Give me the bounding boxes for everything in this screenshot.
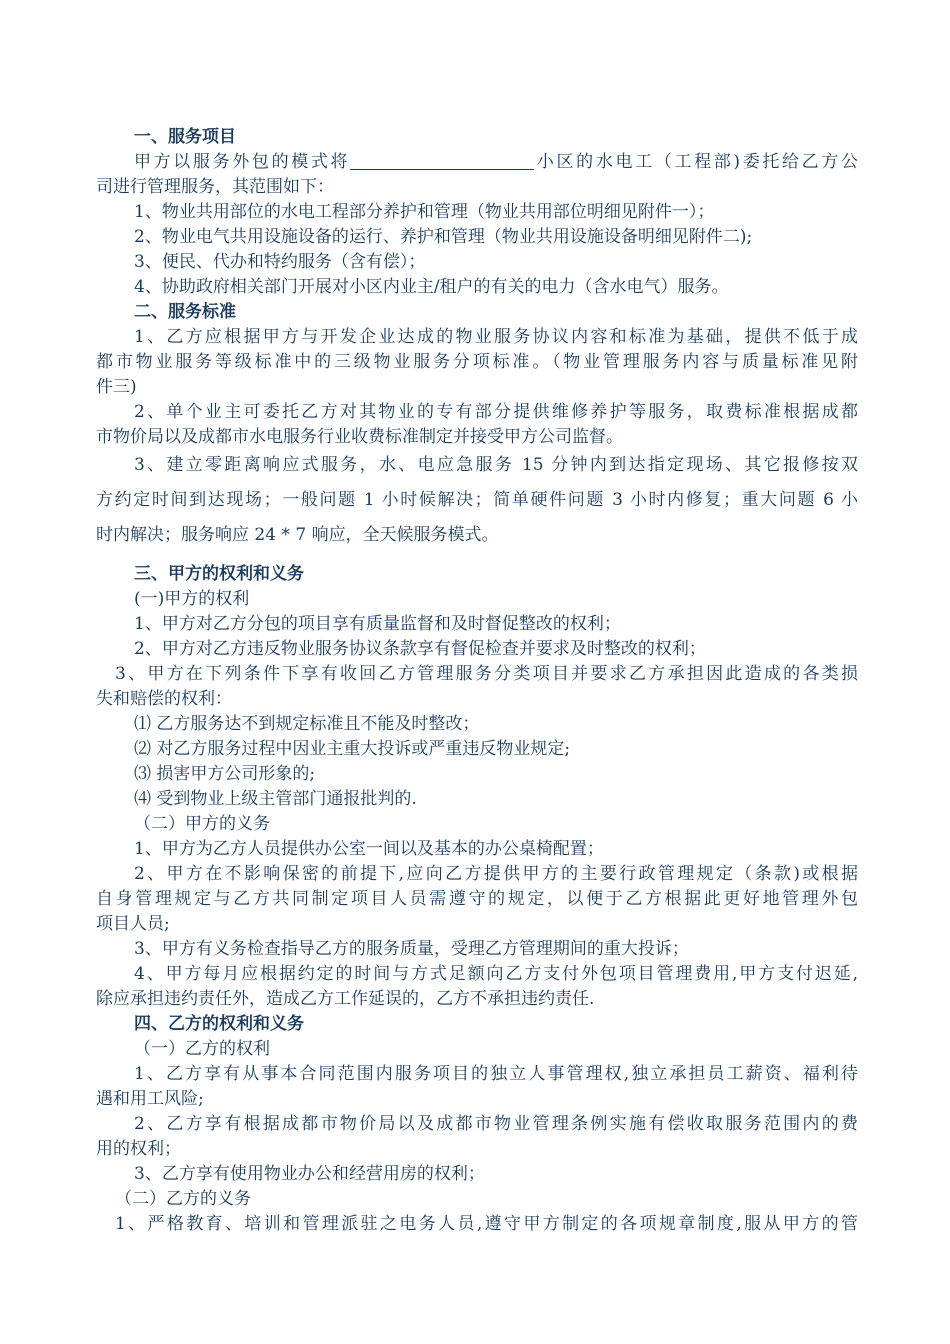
section-1-intro-cont: 司进行管理服务，其范围如下： bbox=[96, 177, 334, 197]
standard-3-line-3: 时内解决；服务响应 24 * 7 响应，全天候服务模式。 bbox=[96, 525, 499, 545]
party-a-duty-4-line-1: 4、甲方每月应根据约定的时间与方式足额向乙方支付外包项目管理费用,甲方支付迟延, bbox=[134, 964, 858, 984]
standard-2-line-2: 市物价局以及成都市水电服务行业收费标准制定并接受甲方公司监督。 bbox=[96, 427, 623, 447]
section-1-heading: 一、服务项目 bbox=[134, 127, 236, 147]
party-a-duty-4-line-2: 除应承担违约责任外，造成乙方工作延误的，乙方不承担违约责任. bbox=[96, 989, 595, 1009]
community-name-blank bbox=[350, 151, 534, 170]
intro-text-after: 小区的水电工（工程部)委托给乙方公 bbox=[534, 152, 858, 172]
standard-1-line-1: 1、乙方应根据甲方与开发企业达成的物业服务协议内容和标准为基础，提供不低于成 bbox=[134, 327, 858, 347]
section-3-heading: 三、甲方的权利和义务 bbox=[134, 564, 304, 584]
condition-2: ⑵ 对乙方服务过程中因业主重大投诉或严重违反物业规定; bbox=[134, 739, 571, 759]
condition-1: ⑴ 乙方服务达不到规定标准且不能及时整改； bbox=[134, 714, 480, 734]
party-b-duties-subheading: （二）乙方的义务 bbox=[115, 1189, 251, 1209]
standard-3-line-2: 方约定时间到达现场；一般问题 1 小时候解决；简单硬件问题 3 小时内修复；重大问题 6 小 bbox=[96, 490, 858, 510]
section-4-heading: 四、乙方的权利和义务 bbox=[134, 1014, 304, 1034]
service-item-4: 4、协助政府相关部门开展对小区内业主/租户的有关的电力（含水电气）服务。 bbox=[134, 277, 729, 297]
service-item-1: 1、物业共用部位的水电工程部分养护和管理（物业共用部位明细见附件一）； bbox=[134, 202, 715, 222]
party-a-duty-1: 1、甲方为乙方人员提供办公室一间以及基本的办公桌椅配置； bbox=[134, 839, 604, 859]
party-b-right-3: 3、乙方享有使用物业办公和经营用房的权利； bbox=[134, 1164, 485, 1184]
service-item-3: 3、便民、代办和特约服务（含有偿）； bbox=[134, 252, 426, 272]
service-item-2: 2、物业电气共用设施设备的运行、养护和管理（物业共用设施设备明细见附件二); bbox=[134, 227, 753, 247]
party-a-duties-subheading: （二）甲方的义务 bbox=[134, 814, 270, 834]
condition-4: ⑷ 受到物业上级主管部门通报批判的. bbox=[134, 789, 417, 809]
party-a-rights-subheading: (一)甲方的权利 bbox=[134, 589, 250, 609]
party-b-right-2-line-1: 2、乙方享有根据成都市物价局以及成都市物业管理条例实施有偿收取服务范围内的费 bbox=[134, 1114, 858, 1134]
standard-1-line-2: 都市物业服务等级标准中的三级物业服务分项标准。（物业管理服务内容与质量标准见附 bbox=[96, 352, 858, 372]
condition-3: ⑶ 损害甲方公司形象的; bbox=[134, 764, 316, 784]
party-a-duty-2-line-3: 项目人员; bbox=[96, 914, 170, 934]
standard-3-line-1: 3、建立零距离响应式服务，水、电应急服务 15 分钟内到达指定现场、其它报修按双 bbox=[134, 455, 858, 475]
party-a-right-3-line-1: 3、甲方在下列条件下享有收回乙方管理服务分类项目并要求乙方承担因此造成的各类损 bbox=[115, 664, 858, 684]
party-a-duty-3: 3、甲方有义务检查指导乙方的服务质量，受理乙方管理期间的重大投诉； bbox=[134, 939, 689, 959]
party-a-duty-2-line-1: 2、甲方在不影响保密的前提下,应向乙方提供甲方的主要行政管理规定（条款)或根据 bbox=[134, 864, 858, 884]
party-a-duty-2-line-2: 自身管理规定与乙方共同制定项目人员需遵守的规定，以便于乙方根据此更好地管理外包 bbox=[96, 889, 858, 909]
standard-1-line-3: 件三) bbox=[96, 377, 137, 397]
standard-2-line-1: 2、单个业主可委托乙方对其物业的专有部分提供维修养护等服务，取费标准根据成都 bbox=[134, 402, 858, 422]
party-b-right-1-line-2: 遇和用工风险; bbox=[96, 1089, 204, 1109]
party-a-right-1: 1、甲方对乙方分包的项目享有质量监督和及时督促整改的权利； bbox=[134, 614, 621, 634]
party-b-duty-1-line-1: 1、严格教育、培训和管理派驻之电务人员,遵守甲方制定的各项规章制度,服从甲方的管 bbox=[115, 1214, 858, 1234]
party-a-right-3-line-2: 失和赔偿的权利： bbox=[96, 689, 232, 709]
party-b-right-2-line-2: 用的权利； bbox=[96, 1139, 181, 1159]
section-2-heading: 二、服务标准 bbox=[134, 302, 236, 322]
party-b-right-1-line-1: 1、乙方享有从事本合同范围内服务项目的独立人事管理权,独立承担员工薪资、福利待 bbox=[134, 1064, 858, 1084]
intro-text-before: 甲方以服务外包的模式将 bbox=[134, 152, 351, 172]
party-b-rights-subheading: （一）乙方的权利 bbox=[134, 1039, 270, 1059]
section-1-intro bbox=[134, 150, 858, 174]
party-a-right-2: 2、甲方对乙方违反物业服务协议条款享有督促检查并要求及时整改的权利； bbox=[134, 639, 706, 659]
